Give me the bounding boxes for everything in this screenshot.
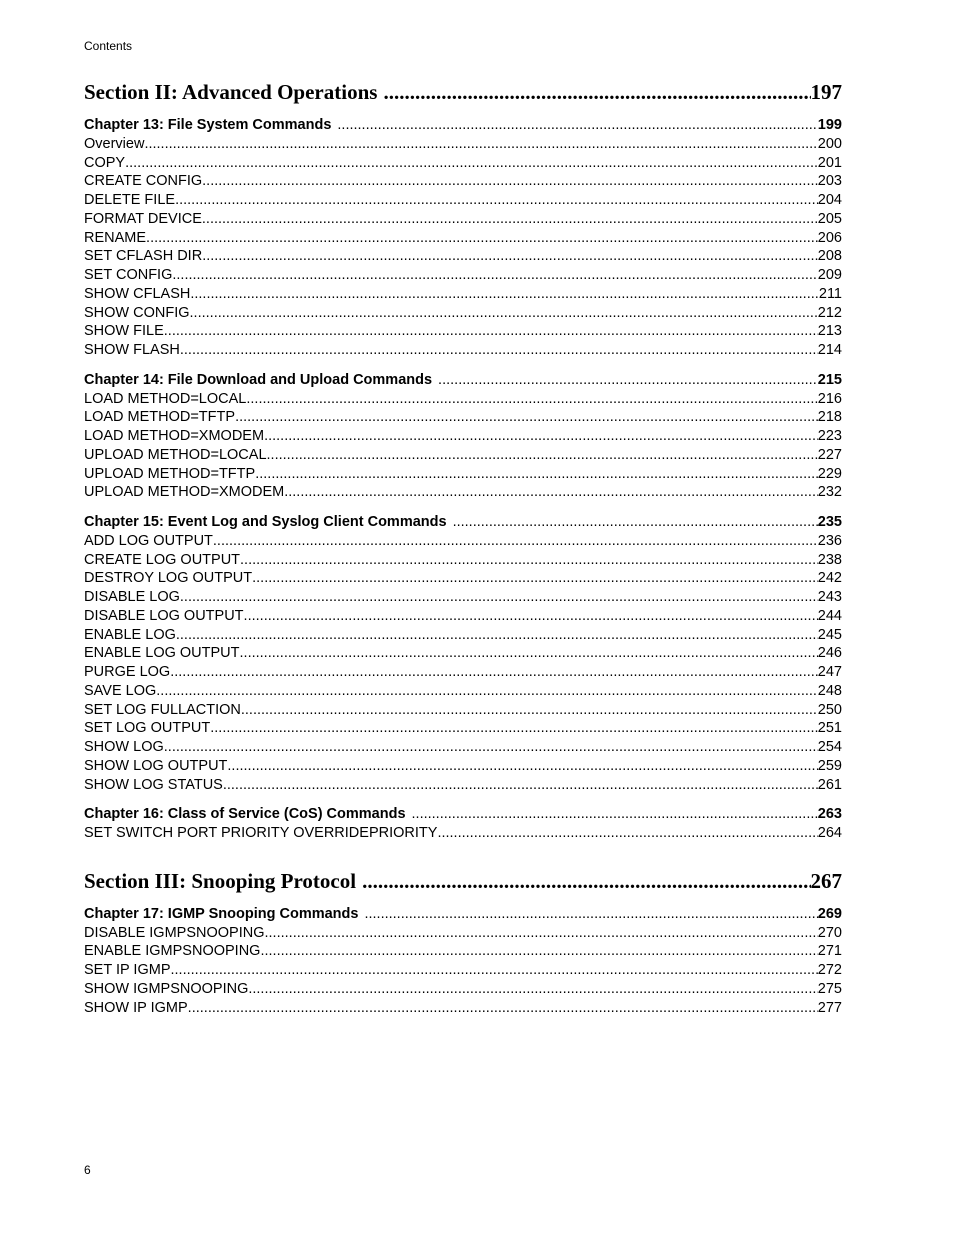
entry-page: 264 xyxy=(817,825,842,841)
toc-entry[interactable] xyxy=(84,266,842,285)
dot-leader xyxy=(170,663,818,682)
entry-label: SHOW FLASH xyxy=(84,342,180,358)
dot-leader xyxy=(241,701,818,720)
chapter-heading[interactable] xyxy=(84,513,842,532)
toc-entry[interactable] xyxy=(84,924,842,943)
toc-entry[interactable] xyxy=(84,824,842,843)
entry-page: 209 xyxy=(817,267,842,283)
chapter-page: 199 xyxy=(817,117,842,133)
entry-label: RENAME xyxy=(84,229,147,246)
toc-entry[interactable] xyxy=(84,135,842,154)
chapter-page: 269 xyxy=(817,905,842,922)
entry-label: ADD LOG OUTPUT xyxy=(84,532,213,549)
entry-label: SET CONFIG xyxy=(84,267,173,283)
dot-leader xyxy=(412,805,818,824)
entry-page: 229 xyxy=(817,465,842,482)
chapter-title: Chapter 15: Event Log and Syslog Client Commands xyxy=(84,514,447,530)
dot-leader xyxy=(235,408,818,427)
section-title: Section II: Advanced Operations xyxy=(84,80,378,104)
chapter-title: Chapter 14: File Download and Upload Commands xyxy=(84,371,433,388)
dot-leader xyxy=(267,446,818,465)
running-header: Contents xyxy=(84,39,133,53)
entry-page: 213 xyxy=(817,323,842,340)
dot-leader xyxy=(248,980,817,999)
chapter-block xyxy=(84,371,842,502)
chapter-block xyxy=(84,905,842,1018)
dot-leader xyxy=(144,135,817,154)
entry-page: 272 xyxy=(817,962,842,978)
entry-page: 242 xyxy=(817,570,842,587)
entry-page: 277 xyxy=(817,999,842,1016)
toc-entry[interactable] xyxy=(84,304,842,323)
entry-page: 271 xyxy=(817,943,842,960)
entry-label: SHOW IGMPSNOOPING xyxy=(84,980,249,997)
entry-page: 212 xyxy=(817,304,842,321)
chapter-title: Chapter 16: Class of Service (CoS) Commands xyxy=(84,806,406,823)
entry-label: DELETE FILE xyxy=(84,192,176,208)
entry-label: SHOW LOG OUTPUT xyxy=(84,757,228,774)
entry-label: SHOW LOG STATUS xyxy=(84,776,223,793)
entry-label: COPY xyxy=(84,154,126,171)
dot-leader xyxy=(438,371,818,390)
entry-label: LOAD METHOD=XMODEM xyxy=(84,428,265,444)
entry-label: ENABLE IGMPSNOOPING xyxy=(84,943,261,960)
entry-page: 223 xyxy=(817,428,842,444)
entry-label: PURGE LOG xyxy=(84,664,171,680)
entry-label: DISABLE LOG xyxy=(84,589,180,605)
dot-leader xyxy=(240,644,818,663)
toc-entry[interactable] xyxy=(84,390,842,409)
entry-page: 214 xyxy=(817,342,842,358)
dot-leader xyxy=(164,322,818,341)
entry-page: 236 xyxy=(817,532,842,549)
dot-leader xyxy=(364,905,817,924)
toc-entry[interactable] xyxy=(84,551,842,570)
entry-page: 250 xyxy=(817,701,842,718)
toc-entry[interactable] xyxy=(84,483,842,502)
chapter-heading[interactable] xyxy=(84,116,842,135)
dot-leader xyxy=(453,513,818,532)
toc-entry[interactable] xyxy=(84,532,842,551)
chapter-title: Chapter 13: File System Commands xyxy=(84,117,332,133)
toc-entry[interactable] xyxy=(84,408,842,427)
dot-leader xyxy=(202,172,818,191)
entry-page: 218 xyxy=(817,409,842,426)
dot-leader xyxy=(383,76,810,108)
entry-label: Overview xyxy=(84,135,145,152)
dot-leader xyxy=(227,757,817,776)
dot-leader xyxy=(202,210,818,229)
toc-entry[interactable] xyxy=(84,465,842,484)
entry-label: SET LOG FULLACTION xyxy=(84,701,241,718)
entry-label: CREATE LOG OUTPUT xyxy=(84,551,241,568)
entry-label: SHOW CFLASH xyxy=(84,285,191,302)
entry-page: 200 xyxy=(817,135,842,152)
entry-label: LOAD METHOD=LOCAL xyxy=(84,390,247,407)
entry-page: 204 xyxy=(817,192,842,208)
toc-entry[interactable] xyxy=(84,172,842,191)
entry-page: 244 xyxy=(817,607,842,624)
toc-entry[interactable] xyxy=(84,999,842,1018)
chapter-page: 215 xyxy=(817,371,842,388)
section-page: 267 xyxy=(810,868,842,893)
entry-page: 270 xyxy=(817,924,842,941)
entry-page: 238 xyxy=(817,551,842,568)
section-page: 197 xyxy=(810,80,842,104)
toc-entry[interactable] xyxy=(84,682,842,701)
entry-label: SHOW FILE xyxy=(84,323,164,340)
page-number: 6 xyxy=(84,1163,91,1177)
dot-leader xyxy=(164,738,818,757)
toc-entry[interactable] xyxy=(84,644,842,663)
toc-entry[interactable] xyxy=(84,626,842,645)
dot-leader xyxy=(180,588,818,607)
dot-leader xyxy=(223,776,818,795)
entry-page: 246 xyxy=(817,645,842,662)
section-heading[interactable] xyxy=(84,865,842,897)
entry-label: ENABLE LOG xyxy=(84,626,176,643)
dot-leader xyxy=(190,285,819,304)
entry-label: SHOW LOG xyxy=(84,739,164,755)
toc-entry[interactable] xyxy=(84,341,842,360)
entry-label: SHOW IP IGMP xyxy=(84,999,188,1016)
entry-label: LOAD METHOD=TFTP xyxy=(84,409,236,426)
entry-page: 206 xyxy=(817,229,842,246)
dot-leader xyxy=(210,719,818,738)
dot-leader xyxy=(240,551,818,570)
chapter-page: 263 xyxy=(817,806,842,823)
entry-page: 232 xyxy=(817,484,842,501)
entry-label: DESTROY LOG OUTPUT xyxy=(84,570,253,587)
dot-leader xyxy=(252,569,818,588)
dot-leader xyxy=(171,961,818,980)
dot-leader xyxy=(202,247,818,266)
toc-entry[interactable] xyxy=(84,738,842,757)
toc-entry[interactable] xyxy=(84,569,842,588)
dot-leader xyxy=(172,266,817,285)
entry-label: DISABLE LOG OUTPUT xyxy=(84,607,244,624)
entry-label: ENABLE LOG OUTPUT xyxy=(84,645,240,662)
toc-entry[interactable] xyxy=(84,942,842,961)
entry-label: DISABLE IGMPSNOOPING xyxy=(84,924,265,941)
toc-entry[interactable] xyxy=(84,427,842,446)
entry-page: 254 xyxy=(817,739,842,755)
toc-entry[interactable] xyxy=(84,961,842,980)
entry-label: UPLOAD METHOD=TFTP xyxy=(84,465,256,482)
chapter-heading[interactable] xyxy=(84,905,842,924)
toc-entry[interactable] xyxy=(84,446,842,465)
chapter-page: 235 xyxy=(817,514,842,530)
toc-entry[interactable] xyxy=(84,154,842,173)
chapter-title: Chapter 17: IGMP Snooping Commands xyxy=(84,905,359,922)
entry-label: UPLOAD METHOD=LOCAL xyxy=(84,446,267,463)
chapter-block xyxy=(84,116,842,360)
toc-entry[interactable] xyxy=(84,210,842,229)
dot-leader xyxy=(437,824,817,843)
toc-entry[interactable] xyxy=(84,607,842,626)
entry-label: SET SWITCH PORT PRIORITY OVERRIDEPRIORITY xyxy=(84,825,438,841)
dot-leader xyxy=(362,865,810,897)
entry-label: SET LOG OUTPUT xyxy=(84,720,211,737)
chapter-heading[interactable] xyxy=(84,805,842,824)
entry-page: 203 xyxy=(817,173,842,190)
dot-leader xyxy=(246,390,817,409)
entry-label: FORMAT DEVICE xyxy=(84,210,202,227)
toc-entry[interactable] xyxy=(84,285,842,304)
entry-label: CREATE CONFIG xyxy=(84,173,203,190)
dot-leader xyxy=(175,191,818,210)
section-heading[interactable] xyxy=(84,76,842,108)
entry-page: 251 xyxy=(817,720,842,737)
dot-leader xyxy=(284,483,818,502)
dot-leader xyxy=(213,532,818,551)
dot-leader xyxy=(244,607,818,626)
toc-entry[interactable] xyxy=(84,980,842,999)
dot-leader xyxy=(337,116,817,135)
entry-label: UPLOAD METHOD=XMODEM xyxy=(84,484,285,501)
dot-leader xyxy=(176,626,818,645)
section-title: Section III: Snooping Protocol xyxy=(84,868,357,893)
entry-label: SET CFLASH DIR xyxy=(84,248,203,265)
dot-leader xyxy=(265,924,818,943)
entry-page: 205 xyxy=(817,210,842,227)
entry-page: 227 xyxy=(817,446,842,463)
toc-entry[interactable] xyxy=(84,588,842,607)
entry-page: 216 xyxy=(817,390,842,407)
toc-entry[interactable] xyxy=(84,719,842,738)
dot-leader xyxy=(180,341,818,360)
chapter-block xyxy=(84,513,842,794)
dot-leader xyxy=(255,465,818,484)
chapter-block xyxy=(84,805,842,843)
entry-page: 247 xyxy=(817,664,842,680)
chapter-heading[interactable] xyxy=(84,371,842,390)
entry-page: 261 xyxy=(817,776,842,793)
dot-leader xyxy=(264,427,818,446)
entry-page: 211 xyxy=(818,285,842,302)
entry-label: SAVE LOG xyxy=(84,682,157,699)
dot-leader xyxy=(190,304,818,323)
dot-leader xyxy=(146,229,818,248)
entry-page: 275 xyxy=(817,980,842,997)
toc-entry[interactable] xyxy=(84,247,842,266)
entry-page: 201 xyxy=(817,154,842,171)
entry-label: SHOW CONFIG xyxy=(84,304,190,321)
entry-page: 259 xyxy=(817,757,842,774)
entry-page: 245 xyxy=(817,626,842,643)
dot-leader xyxy=(260,942,817,961)
toc-entry[interactable] xyxy=(84,191,842,210)
entry-page: 243 xyxy=(817,589,842,605)
entry-label: SET IP IGMP xyxy=(84,962,171,978)
dot-leader xyxy=(125,154,818,173)
toc-entry[interactable] xyxy=(84,229,842,248)
dot-leader xyxy=(156,682,818,701)
toc-entry[interactable] xyxy=(84,663,842,682)
toc-entry[interactable] xyxy=(84,776,842,795)
toc-entry[interactable] xyxy=(84,757,842,776)
table-of-contents xyxy=(84,76,842,1017)
entry-page: 208 xyxy=(817,248,842,265)
toc-entry[interactable] xyxy=(84,322,842,341)
dot-leader xyxy=(188,999,818,1018)
toc-entry[interactable] xyxy=(84,701,842,720)
entry-page: 248 xyxy=(817,682,842,699)
